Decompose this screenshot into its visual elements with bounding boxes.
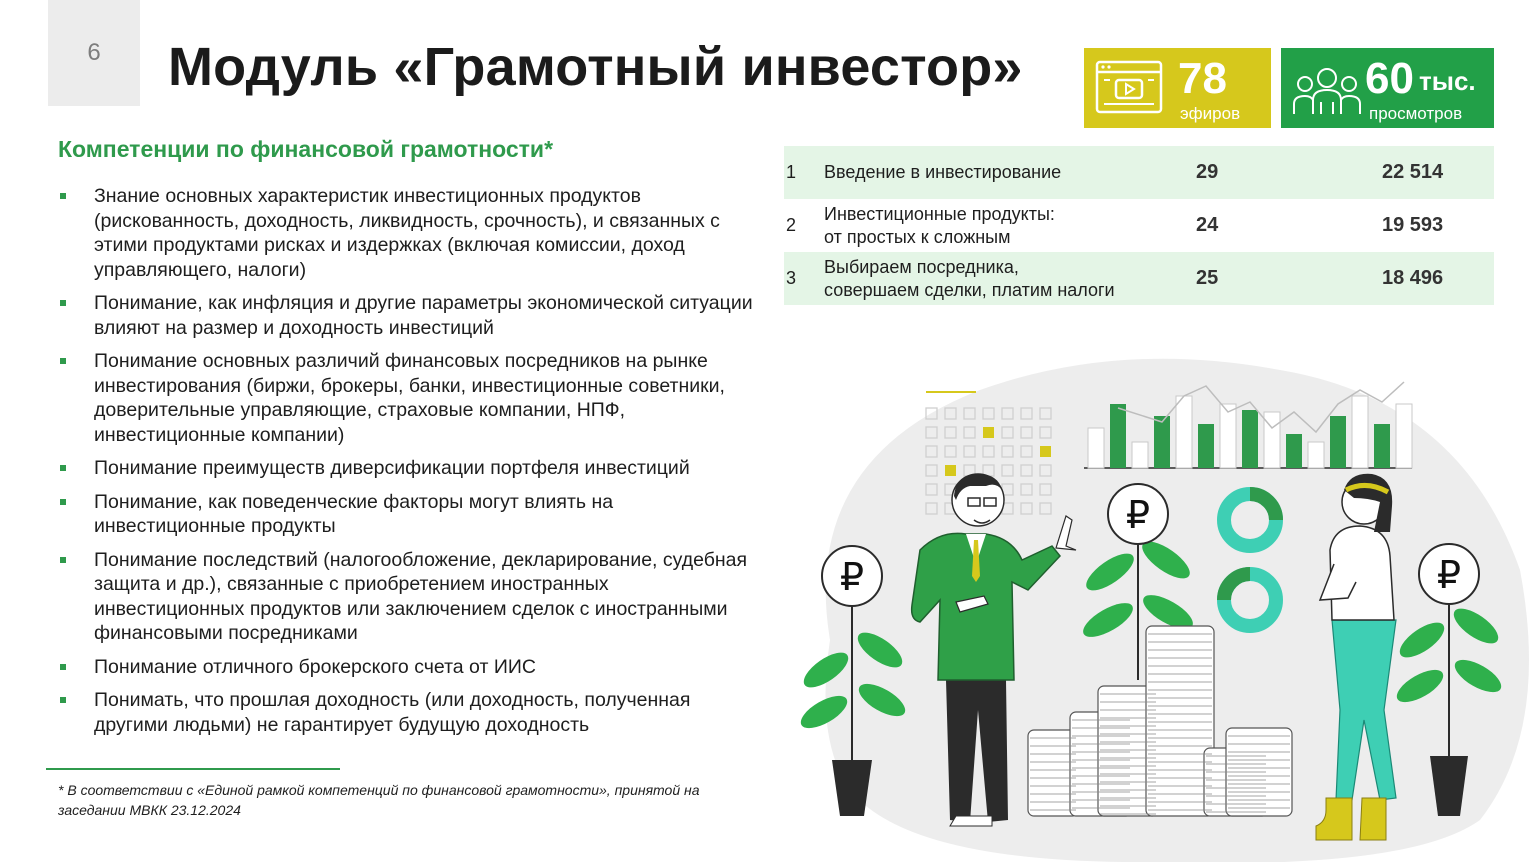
views-unit: тыс. bbox=[1419, 66, 1476, 96]
investors-illustration bbox=[760, 350, 1530, 862]
bullet-marker bbox=[60, 358, 66, 364]
list-item-text: Понимание отличного брокерского счета от ИИС bbox=[94, 655, 536, 678]
table-row bbox=[784, 146, 1494, 199]
episode-title bbox=[824, 199, 1184, 252]
bullet-marker bbox=[60, 300, 66, 306]
bullet-marker bbox=[60, 664, 66, 670]
list-item bbox=[58, 456, 758, 481]
list-item bbox=[58, 655, 758, 680]
table-row bbox=[784, 252, 1494, 305]
episode-title bbox=[824, 252, 1184, 305]
episode-broadcasts: 24 bbox=[1196, 214, 1219, 236]
views-value: 60 bbox=[1365, 54, 1414, 103]
list-item-text: Понимание, как инфляция и другие параметры экономической ситуации влияют на размер и доходность инвестиций bbox=[94, 292, 753, 339]
episode-views: 19 593 bbox=[1382, 214, 1444, 236]
episode-title-line: совершаем сделки, платим налоги bbox=[824, 279, 1115, 300]
list-item-text: Понимать, что прошлая доходность (или доходность, полученная другими людьми) не гарантирует будущую доходность bbox=[94, 689, 691, 736]
competencies-heading: Компетенции по финансовой грамотности* bbox=[58, 136, 554, 162]
broadcasts-label: эфиров bbox=[1180, 104, 1241, 123]
bullet-marker bbox=[60, 499, 66, 505]
list-item bbox=[58, 349, 758, 447]
footnote-divider bbox=[46, 768, 340, 770]
bullet-marker bbox=[60, 697, 66, 703]
bullet-marker bbox=[60, 557, 66, 563]
views-label: просмотров bbox=[1369, 104, 1463, 123]
table-row bbox=[784, 199, 1494, 252]
bullet-marker bbox=[60, 193, 66, 199]
page-number: 6 bbox=[48, 0, 140, 106]
episode-title bbox=[824, 146, 1184, 199]
episode-title-line: Введение в инвестирование bbox=[824, 162, 1062, 182]
bullet-marker bbox=[60, 465, 66, 471]
episode-number: 3 bbox=[786, 268, 797, 288]
list-item-text: Понимание основных различий финансовых посредников на рынке инвестирования (биржи, брокеры, банки, инвестиционные советники, доверительные управляющие, страховые компании, НПФ, инвестиционные компании) bbox=[94, 350, 725, 446]
list-item bbox=[58, 490, 758, 539]
list-item bbox=[58, 184, 758, 282]
list-item-text: Знание основных характеристик инвестиционных продуктов (рискованность, доходность, ликвидность, срочность), и связанных с этими продуктами рисках и издержках (включая комиссии, доход управляющего, налоги) bbox=[94, 185, 720, 281]
list-item-text: Понимание, как поведенческие факторы могут влиять на инвестиционные продукты bbox=[94, 490, 614, 537]
competencies-list bbox=[58, 184, 758, 746]
episode-title-line: от простых к сложным bbox=[824, 226, 1011, 247]
episode-title-line: Выбираем посредника, bbox=[824, 256, 1019, 277]
svg-text:₽: ₽ bbox=[1125, 493, 1151, 537]
list-item bbox=[58, 548, 758, 646]
list-item bbox=[58, 688, 758, 737]
broadcasts-value: 78 bbox=[1178, 54, 1227, 103]
list-item bbox=[58, 291, 758, 340]
page-title: Модуль «Грамотный инвестор» bbox=[168, 37, 1023, 97]
svg-text:₽: ₽ bbox=[1436, 553, 1462, 597]
episode-broadcasts: 29 bbox=[1196, 161, 1219, 183]
episode-title-line: Инвестиционные продукты: bbox=[824, 203, 1055, 224]
audience-icon bbox=[1291, 58, 1363, 118]
svg-text:₽: ₽ bbox=[839, 555, 865, 599]
episode-broadcasts: 25 bbox=[1196, 267, 1219, 289]
episode-views: 22 514 bbox=[1382, 161, 1444, 183]
list-item-text: Понимание последствий (налогообложение, декларирование, судебная защита и др.), связанные с приобретением иностранных инвестиционных продуктов или заключением сделок с иностранными финансовыми посредниками bbox=[94, 548, 748, 644]
list-item-text: Понимание преимуществ диверсификации портфеля инвестиций bbox=[94, 457, 690, 479]
episode-number: 2 bbox=[786, 215, 797, 235]
episode-number: 1 bbox=[786, 162, 797, 182]
footnote: * В соответствии с «Единой рамкой компетенций по финансовой грамотности», принятой на заседании МВКК 23.12.2024 bbox=[58, 782, 700, 818]
video-player-icon bbox=[1094, 58, 1166, 118]
views-stat bbox=[1281, 48, 1494, 128]
episode-views: 18 496 bbox=[1382, 267, 1444, 289]
broadcasts-stat bbox=[1084, 48, 1271, 128]
episodes-table bbox=[784, 146, 1494, 305]
